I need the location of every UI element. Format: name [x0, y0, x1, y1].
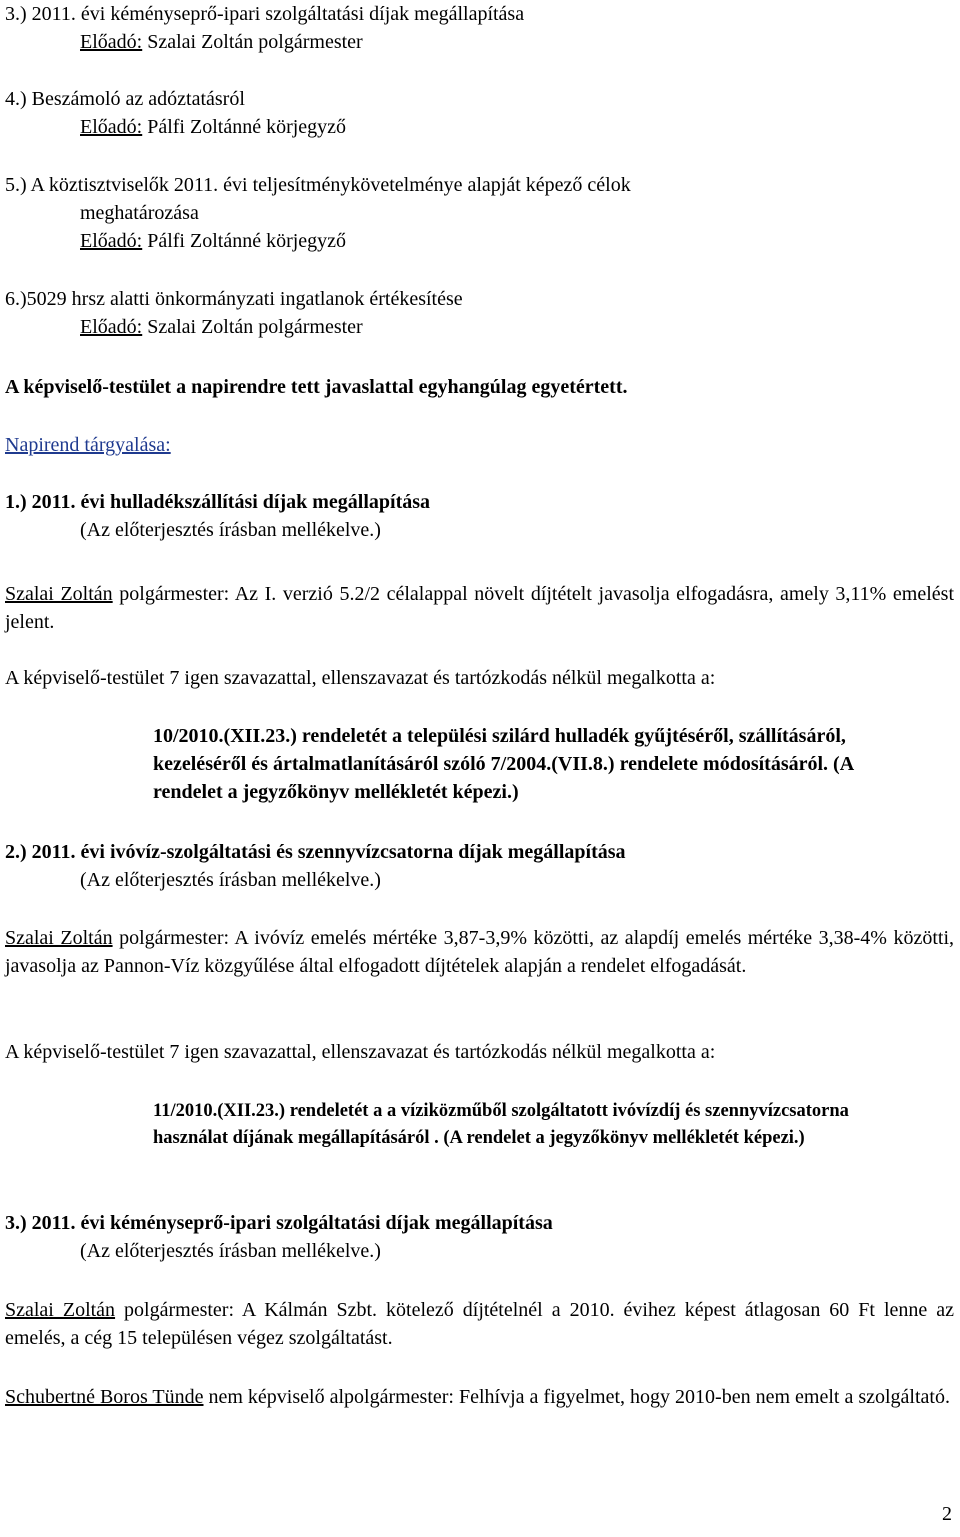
presenter-label: Előadó:: [80, 116, 143, 138]
speaker-name: Szalai Zoltán: [5, 1299, 116, 1321]
speaker-name: Szalai Zoltán: [5, 583, 113, 605]
presenter-name: Szalai Zoltán polgármester: [142, 316, 363, 338]
point-2-note: (Az előterjesztés írásban mellékelve.): [80, 869, 381, 891]
agenda-item-3-title: 3.) 2011. évi kéményseprő-ipari szolgáltatási díjak megállapítása: [5, 3, 525, 25]
point-1-vote: A képviselő-testület 7 igen szavazattal, ellenszavazat és tartózkodás nélkül megalkotta a:: [5, 667, 716, 689]
agenda-item-6-presenter: [80, 313, 954, 341]
agenda-item-4-presenter: [80, 113, 954, 141]
point-2-decree: 11/2010.(XII.23.) rendeletét a a víziközműből szolgáltatott ivóvízdíj és szennyvízcsatorna használat díjának megállapításáról . (A rendelet a jegyzőkönyv mellékletét képezi.): [153, 1101, 849, 1148]
presenter-name: Pálfi Zoltánné körjegyző: [142, 116, 347, 138]
agenda-item-3-presenter: [80, 28, 954, 56]
speech-text: polgármester: Az I. verzió 5.2/2 célalappal növelt díjtételt javasolja elfogadásra, amely 3,11% emelést jelent.: [5, 583, 955, 633]
point-3-speech: [5, 1296, 954, 1352]
point-2-vote: A képviselő-testület 7 igen szavazattal, ellenszavazat és tartózkodás nélkül megalkotta a:: [5, 1041, 716, 1063]
point-1-speech: [5, 580, 954, 636]
agenda-decision: A képviselő-testület a napirendre tett javaslattal egyhangúlag egyetértett.: [5, 376, 628, 398]
point-3-note: (Az előterjesztés írásban mellékelve.): [80, 1240, 381, 1262]
speech-text: polgármester: A ivóvíz emelés mértéke 3,87-3,9% közötti, az alapdíj emelés mértéke 3,38-4% közötti, javasolja az Pannon-Víz közgyűlése által elfogadott díjtételek alapján a rendelet elfogadását.: [5, 927, 954, 977]
speech-text: nem képviselő alpolgármester: Felhívja a figyelmet, hogy 2010-ben nem emelt a szolgáltató.: [203, 1386, 950, 1408]
presenter-label: Előadó:: [80, 31, 143, 53]
point-2-title: 2.) 2011. évi ivóvíz-szolgáltatási és szennyvízcsatorna díjak megállapítása: [5, 841, 626, 863]
presenter-name: Pálfi Zoltánné körjegyző: [142, 230, 347, 252]
speaker-name: Szalai Zoltán: [5, 927, 113, 949]
presenter-label: Előadó:: [80, 230, 143, 252]
discussion-heading: Napirend tárgyalása:: [5, 434, 171, 456]
presenter-label: Előadó:: [80, 316, 143, 338]
speech-text: polgármester: A Kálmán Szbt. kötelező díjtételnél a 2010. évihez képest átlagosan 60 Ft lenne az emelés, a cég 15 településen végez szolgáltatást.: [5, 1299, 954, 1349]
agenda-item-4-title: 4.) Beszámoló az adóztatásról: [5, 88, 245, 110]
speaker-name: Schubertné Boros Tünde: [5, 1386, 204, 1408]
point-1-note: (Az előterjesztés írásban mellékelve.): [80, 519, 381, 541]
agenda-item-5-title: 5.) A köztisztviselők 2011. évi teljesítménykövetelménye alapját képező célok: [5, 174, 631, 196]
presenter-name: Szalai Zoltán polgármester: [142, 31, 363, 53]
point-3-title: 3.) 2011. évi kéményseprő-ipari szolgáltatási díjak megállapítása: [5, 1212, 553, 1234]
point-3-speech-2: [5, 1383, 954, 1411]
page-number: 2: [942, 1503, 952, 1525]
agenda-item-6-title: 6.)5029 hrsz alatti önkormányzati ingatlanok értékesítése: [5, 288, 463, 310]
agenda-item-5-presenter: [80, 227, 954, 255]
point-1-decree: 10/2010.(XII.23.) rendeletét a települési szilárd hulladék gyűjtéséről, szállításáról, kezeléséről és ártalmatlanításáról szóló 7/2004.(VII.8.) rendelete módosításáról. (A rendelet a jegyzőkönyv mellékletét képezi.): [153, 725, 854, 803]
point-1-title: 1.) 2011. évi hulladékszállítási díjak megállapítása: [5, 491, 431, 513]
agenda-item-5-title-cont: meghatározása: [80, 202, 199, 224]
point-2-speech: [5, 924, 954, 980]
